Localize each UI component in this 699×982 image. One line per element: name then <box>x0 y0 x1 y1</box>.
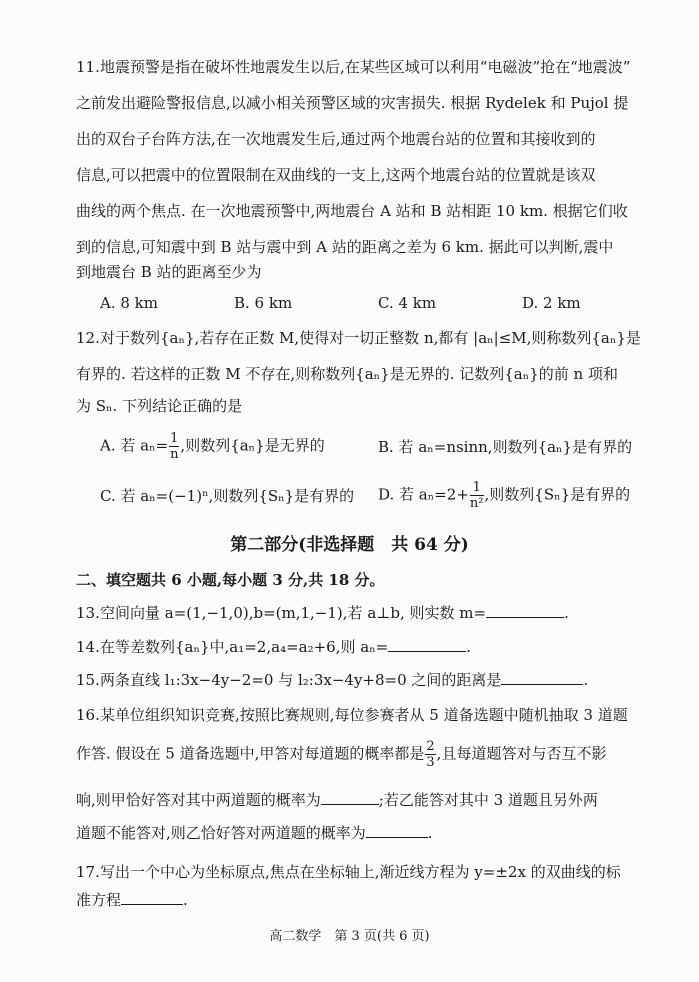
fraction <box>470 481 484 510</box>
q14-stem: 在等差数列{aₙ}中,a₁=2,a₄=a₂+6,则 aₙ= <box>100 638 389 656</box>
q12-option-d-suffix: ,则数列{Sₙ}是有界的 <box>484 485 631 504</box>
q15-end: . <box>583 671 589 689</box>
fraction-denominator: n <box>170 447 179 462</box>
answer-blank[interactable] <box>501 670 583 685</box>
q17-line-2-prefix: 准方程 <box>76 891 122 909</box>
q11-line-4: 信息,可以把震中的位置限制在双曲线的一支上,这两个地震台站的位置就是该双 <box>76 166 596 184</box>
part2-title: 第二部分(非选择题 共 64 分) <box>230 535 469 555</box>
q11-option-a: A. 8 km <box>100 294 158 312</box>
fraction-denominator: n² <box>469 496 484 511</box>
q11-line-6: 到的信息,可知震中到 B 站与震中到 A 站的距离之差为 6 km. 据此可以判断,震中 <box>76 238 614 256</box>
q12-option-c: C. 若 aₙ=(−1)ⁿ,则数列{Sₙ}是有界的 <box>100 487 355 505</box>
q14-text <box>100 637 471 657</box>
q12-option-d <box>378 481 630 510</box>
answer-blank[interactable] <box>486 603 564 618</box>
answer-blank[interactable] <box>366 823 428 838</box>
q12-option-a <box>100 432 325 461</box>
q12-option-a-prefix: A. 若 aₙ= <box>100 436 169 455</box>
q15-number: 15. <box>76 671 100 689</box>
q11-line-7: 到地震台 B 站的距离至少为 <box>76 263 262 281</box>
q11-line-1: 地震预警是指在破坏性地震发生以后,在某些区域可以利用“电磁波”抢在“地震波” <box>100 58 631 76</box>
q16-line-4-end: . <box>427 824 433 842</box>
fraction-denominator: 3 <box>426 755 435 770</box>
q12-option-d-prefix: D. 若 aₙ=2+ <box>378 485 469 504</box>
q13-end: . <box>564 604 569 622</box>
q11-line-5: 曲线的两个焦点. 在一次地震预警中,两地震台 A 站和 B 站相距 10 km. 根据它们收 <box>76 202 628 220</box>
q12-number: 12. <box>76 329 100 347</box>
q15-text <box>100 670 588 690</box>
q13-number: 13. <box>76 604 100 622</box>
q14-number: 14. <box>76 638 100 656</box>
q16-line-4-prefix: 道题不能答对,则乙恰好答对两道题的概率为 <box>76 824 366 842</box>
q13-text <box>100 603 569 623</box>
q16-line-2-prefix: 作答. 假设在 5 道备选题中,甲答对每道题的概率都是 <box>76 744 425 763</box>
q11-option-c: C. 4 km <box>378 294 437 312</box>
q16-line-3-suffix: ;若乙能答对其中 3 道题且另外两 <box>378 791 598 809</box>
q16-line-3 <box>76 790 598 810</box>
q15-stem: 两条直线 l₁:3x−4y−2=0 与 l₂:3x−4y+8=0 之间的距离是 <box>100 671 502 689</box>
fraction <box>169 432 179 461</box>
q11-option-b: B. 6 km <box>234 294 293 312</box>
q16-line-2 <box>76 740 606 769</box>
answer-blank[interactable] <box>121 890 183 905</box>
answer-blank[interactable] <box>321 790 379 805</box>
q11-line-2: 之前发出避险警报信息,以减小相关预警区域的灾害损失. 根据 Rydelek 和 Pujol 提 <box>76 94 629 112</box>
fraction-numerator: 1 <box>170 431 179 446</box>
fraction-numerator: 2 <box>426 739 435 754</box>
q12-line-3: 为 Sₙ. 下列结论正确的是 <box>76 397 243 415</box>
q12-option-b: B. 若 aₙ=nsinn,则数列{aₙ}是有界的 <box>378 438 633 456</box>
q11-line-3: 出的双台子台阵方法,在一次地震发生后,通过两个地震台站的位置和其接收到的 <box>76 130 596 148</box>
fraction-numerator: 1 <box>470 481 484 496</box>
q14-end: . <box>466 638 472 656</box>
q16-line-3-prefix: 响,则甲恰好答对其中两道题的概率为 <box>76 791 321 809</box>
q16-line-4 <box>76 823 433 843</box>
q11-number: 11. <box>76 58 100 76</box>
q17-line-1: 写出一个中心为坐标原点,焦点在坐标轴上,渐近线方程为 y=±2x 的双曲线的标 <box>100 863 621 881</box>
page-footer: 高二数学 第 3 页(共 6 页) <box>269 929 430 944</box>
q17-line-2-end: . <box>183 891 188 909</box>
q16-number: 16. <box>76 706 100 724</box>
q13-stem: 空间向量 a=(1,−1,0),b=(m,1,−1),若 a⊥b, 则实数 m= <box>100 604 487 622</box>
section2-heading: 二、填空题共 6 小题,每小题 3 分,共 18 分。 <box>76 571 385 589</box>
fraction <box>425 740 435 769</box>
q16-line-1: 某单位组织知识竞赛,按照比赛规则,每位参赛者从 5 道备选题中随机抽取 3 道题 <box>100 706 628 724</box>
q16-line-2-suffix: ,且每道题答对与否互不影 <box>436 744 607 763</box>
q12-line-2: 有界的. 若这样的正数 M 不存在,则称数列{aₙ}是无界的. 记数列{aₙ}的前 n 项和 <box>76 365 618 383</box>
q11-option-d: D. 2 km <box>522 294 581 312</box>
answer-blank[interactable] <box>388 637 466 652</box>
q12-option-a-suffix: ,则数列{aₙ}是无界的 <box>180 436 325 455</box>
q12-line-1: 对于数列{aₙ},若存在正数 M,使得对一切正整数 n,都有 |aₙ|≤M,则称数列{aₙ}是 <box>100 329 641 347</box>
q17-number: 17. <box>76 863 100 881</box>
q17-line-2 <box>76 890 188 910</box>
